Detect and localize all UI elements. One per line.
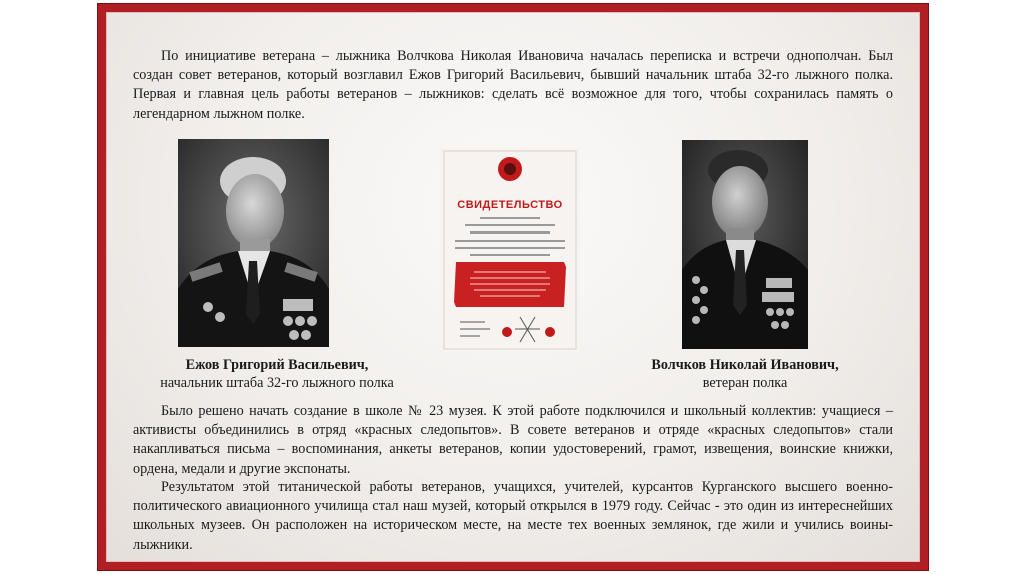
photo-ezhov <box>178 139 329 347</box>
caption-volchkov-role: ветеран полка <box>702 375 788 391</box>
slide-frame <box>97 3 929 571</box>
caption-volchkov <box>595 356 895 392</box>
certificate-image <box>440 147 580 353</box>
intro-paragraph: По инициативе ветерана – лыжника Волчкова Николая Ивановича началась переписка и встречи однополчан. Был создан совет ветеранов, который возглавил Ежов Григорий Васильевич, бывший начальник штаба 32-го лыжного полка. Первая и главная цель работы ветеранов – лыжников: сделать всё возможное для того, чтобы сохранилась память о легендарном лыжном полке. <box>133 48 893 122</box>
caption-ezhov-name: Ежов Григорий Васильевич, <box>185 357 369 373</box>
museum-paragraph: Было решено начать создание в школе № 23 музея. К этой работе подключился и школьный коллектив: учащиеся – активисты объединились в отряд «красных следопытов». В совете ветеранов и отряде «красных следопытов» стали накапливаться письма – воспоминания, анкеты ветеранов, копии удостоверений, грамот, извещения, воинские книжки, ордена, медали и другие экспонаты. <box>133 403 893 477</box>
photo-volchkov <box>682 140 808 349</box>
certificate-title: СВИДЕТЕЛЬСТВО <box>457 199 563 211</box>
result-paragraph: Результатом этой титанической работы ветеранов, учащихся, учителей, курсантов Курганского высшего военно-политического авиационного училища стал наш музей, который открылся в 1979 году. Сейчас - это один из интереснейших школьных музеев. Он расположен на историческом месте, на месте тех военных землянок, где жили и учились воины-лыжники. <box>133 479 893 553</box>
caption-ezhov-role: начальник штаба 32-го лыжного полка <box>160 375 394 391</box>
caption-volchkov-name: Волчков Николай Иванович, <box>651 357 839 373</box>
slide-content <box>106 12 920 562</box>
caption-ezhov <box>127 356 427 392</box>
